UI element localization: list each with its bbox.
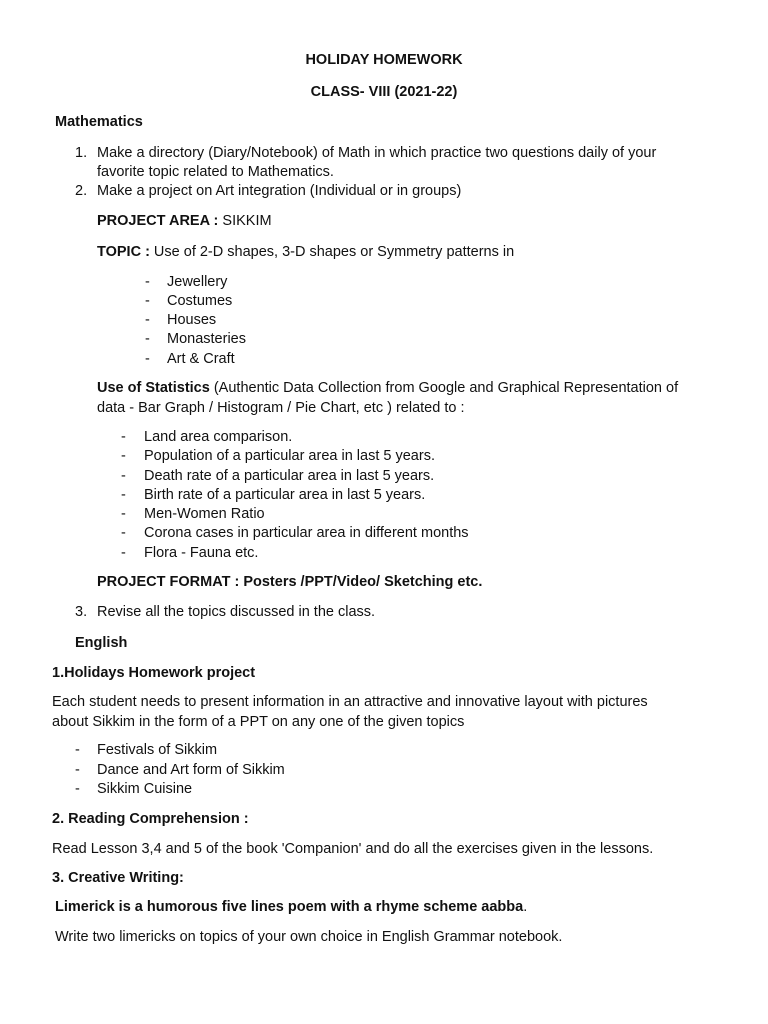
list-item: Flora - Fauna etc. (144, 545, 259, 561)
math-item-3-text: Revise all the topics discussed in the class. (97, 604, 376, 620)
list-item: Costumes (167, 293, 233, 309)
list-bullet: - (145, 331, 150, 347)
math-item-2-number: 2. (75, 183, 88, 199)
list-item: Sikkim Cuisine (97, 781, 193, 797)
math-item-2-text: Make a project on Art integration (Individual or in groups) (97, 183, 462, 199)
english-project-line-2: about Sikkim in the form of a PPT on any one of the given topics (52, 714, 465, 730)
stats-label: Use of Statistics (97, 380, 210, 396)
english-heading: English (75, 635, 128, 651)
project-area-label: PROJECT AREA : (97, 213, 219, 229)
list-item: Men-Women Ratio (144, 506, 265, 522)
topic-line (97, 243, 514, 262)
project-area-value: SIKKIM (218, 213, 272, 229)
list-item: Monasteries (167, 331, 246, 347)
list-bullet: - (121, 545, 126, 561)
creative-heading: 3. Creative Writing: (52, 870, 184, 886)
list-item: Festivals of Sikkim (97, 742, 218, 758)
math-item-1-number: 1. (75, 145, 88, 161)
limerick-line (55, 898, 527, 917)
project-area-line (97, 212, 272, 231)
topic-label: TOPIC : (97, 244, 150, 260)
list-item: Art & Craft (167, 351, 235, 367)
project-format-label: PROJECT FORMAT : (97, 574, 240, 590)
stats-line-2: data - Bar Graph / Histogram / Pie Chart, etc ) related to : (97, 400, 465, 416)
limerick-period: . (523, 899, 528, 915)
list-item: Jewellery (167, 274, 228, 290)
list-bullet: - (121, 525, 126, 541)
math-heading: Mathematics (55, 114, 143, 130)
project-format-value: Posters /PPT/Video/ Sketching etc. (239, 574, 483, 590)
list-item: Land area comparison. (144, 429, 293, 445)
list-bullet: - (121, 487, 126, 503)
reading-heading: 2. Reading Comprehension : (52, 811, 249, 827)
list-bullet: - (121, 468, 126, 484)
write-text: Write two limericks on topics of your own choice in English Grammar notebook. (55, 929, 563, 945)
list-bullet: - (145, 293, 150, 309)
project-format-line (97, 573, 482, 592)
list-item: Population of a particular area in last 5 years. (144, 448, 435, 464)
stats-line-1 (97, 379, 678, 398)
list-bullet: - (121, 429, 126, 445)
list-bullet: - (145, 274, 150, 290)
list-bullet: - (75, 762, 80, 778)
list-bullet: - (75, 742, 80, 758)
english-project-heading: 1.Holidays Homework project (52, 665, 256, 681)
topic-value: Use of 2-D shapes, 3-D shapes or Symmetry patterns in (149, 244, 515, 260)
document-title: HOLIDAY HOMEWORK (305, 52, 463, 68)
list-bullet: - (121, 448, 126, 464)
list-bullet: - (145, 351, 150, 367)
list-bullet: - (145, 312, 150, 328)
class-line: CLASS- VIII (2021-22) (310, 84, 458, 100)
list-item: Houses (167, 312, 217, 328)
stats-text-1: (Authentic Data Collection from Google and Graphical Representation of (209, 380, 679, 396)
list-bullet: - (75, 781, 80, 797)
math-item-1-line-2: favorite topic related to Mathematics. (97, 164, 334, 180)
limerick-text: Limerick is a humorous five lines poem with a rhyme scheme aabba (55, 899, 524, 915)
math-item-3-number: 3. (75, 604, 88, 620)
list-item: Dance and Art form of Sikkim (97, 762, 285, 778)
reading-text: Read Lesson 3,4 and 5 of the book 'Companion' and do all the exercises given in the lessons. (52, 841, 654, 857)
list-item: Corona cases in particular area in different months (144, 525, 469, 541)
math-item-1-line-1: Make a directory (Diary/Notebook) of Math in which practice two questions daily of your (97, 145, 657, 161)
list-bullet: - (121, 506, 126, 522)
list-item: Death rate of a particular area in last 5 years. (144, 468, 435, 484)
list-item: Birth rate of a particular area in last 5 years. (144, 487, 426, 503)
english-project-line-1: Each student needs to present information in an attractive and innovative layout with pictures (52, 694, 648, 710)
